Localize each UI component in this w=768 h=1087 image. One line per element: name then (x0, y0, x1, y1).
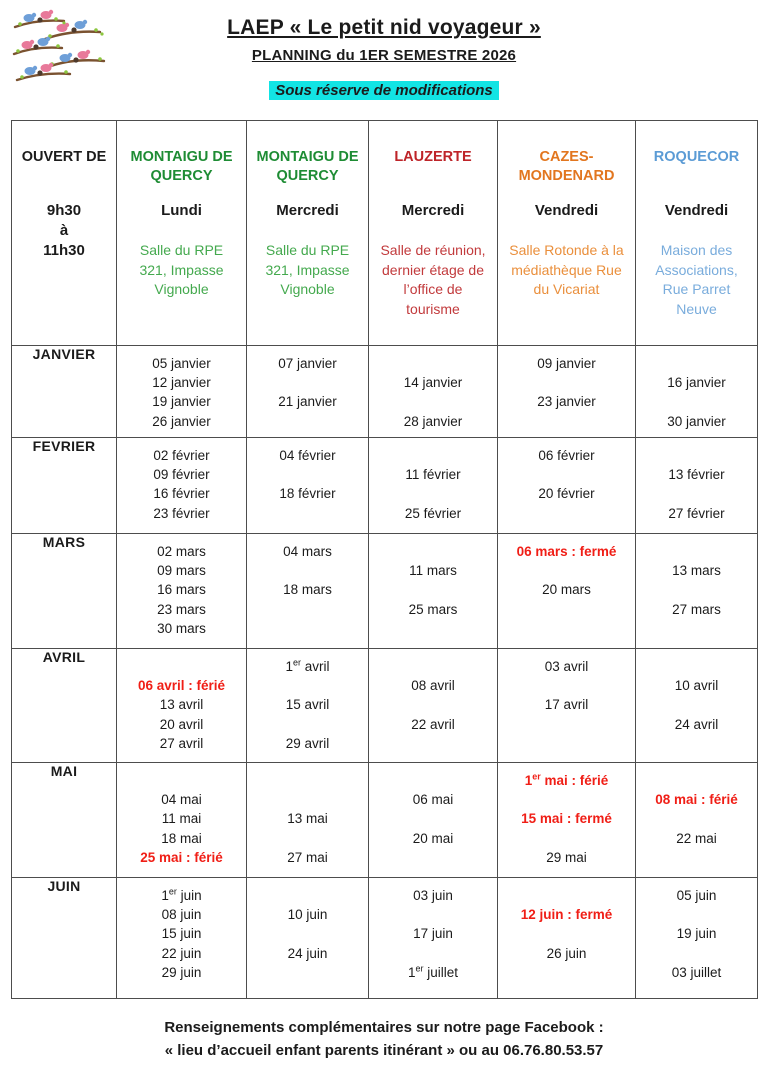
date-line: 27 mars (672, 601, 721, 617)
date-line (369, 905, 497, 924)
date-line (498, 715, 635, 734)
date-line: 03 avril (544, 659, 589, 674)
date-cell (117, 534, 247, 649)
location-day: Mercredi (276, 202, 339, 219)
date-cell (636, 763, 758, 878)
date-line (636, 734, 757, 753)
planning-table (11, 120, 758, 999)
location-day: Lundi (161, 202, 202, 219)
date-line (498, 924, 635, 943)
date-line (498, 600, 635, 619)
date-line: 26 janvier (152, 413, 211, 429)
date-line: 29 juin (161, 964, 202, 980)
date-line (369, 542, 497, 561)
location-header-cell (247, 121, 369, 346)
date-cell (247, 649, 369, 763)
date-cell (117, 346, 247, 438)
date-cell (117, 649, 247, 763)
month-label-cell (12, 649, 117, 763)
date-line (247, 504, 368, 523)
date-cell (498, 763, 636, 878)
date-line: 20 février (538, 486, 595, 502)
date-line: 09 février (153, 467, 210, 483)
date-line: 22 mai (676, 830, 717, 846)
date-line: 19 juin (676, 926, 717, 942)
date-line: 16 mars (157, 582, 206, 598)
date-line: 30 mars (157, 620, 206, 636)
date-line (369, 809, 497, 828)
date-line: 20 mai (412, 830, 454, 846)
date-line: 29 avril (285, 735, 330, 751)
date-cell (636, 346, 758, 438)
date-line: 08 mai : férié (655, 792, 738, 808)
footer (0, 1016, 768, 1062)
month-label: FEVRIER (32, 438, 96, 454)
date-cell (247, 346, 369, 438)
date-line (247, 600, 368, 619)
hours-time-line: 11h30 (43, 242, 85, 259)
date-cell (247, 534, 369, 649)
location-header-cell (117, 121, 247, 346)
date-line (117, 771, 246, 790)
page-subtitle: PLANNING du 1ER SEMESTRE 2026 (251, 47, 517, 64)
date-line: 15 avril (285, 697, 330, 713)
date-line (636, 657, 757, 676)
date-line: 09 mars (157, 563, 206, 579)
date-line: 16 février (153, 486, 210, 502)
month-label-cell (12, 763, 117, 878)
location-day: Vendredi (664, 202, 729, 219)
month-row (12, 534, 758, 649)
footer-line-2: « lieu d’accueil enfant parents itinérant » ou au 06.76.80.53.57 (164, 1042, 604, 1059)
date-cell (498, 534, 636, 649)
date-line: 12 janvier (152, 375, 211, 391)
location-venue: Salle du RPE 321, Impasse Vignoble (139, 242, 224, 297)
date-line: 05 janvier (152, 356, 211, 371)
location-venue: Maison des Associations, Rue Parret Neuve (655, 242, 738, 317)
date-line (247, 465, 368, 484)
date-line (369, 484, 497, 503)
location-day: Mercredi (401, 202, 465, 219)
date-line (498, 790, 635, 809)
location-venue: Salle de réunion, dernier étage de l’office de tourisme (380, 242, 486, 317)
date-line: 08 avril (411, 678, 455, 694)
date-line: 04 mai (161, 792, 202, 808)
date-line (369, 771, 497, 790)
date-line (636, 905, 757, 924)
date-line (369, 580, 497, 599)
date-line (369, 392, 497, 411)
date-line (117, 657, 246, 676)
date-line: 09 janvier (537, 356, 596, 371)
hours-cell (12, 121, 117, 346)
date-cell (636, 878, 758, 999)
date-line (247, 676, 368, 695)
date-cell (369, 763, 498, 878)
date-cell (498, 878, 636, 999)
date-cell (636, 649, 758, 763)
date-line: 15 mai : fermé (521, 811, 612, 827)
date-line (498, 412, 635, 431)
date-line (247, 373, 368, 392)
date-line: 26 juin (546, 945, 587, 961)
date-line (636, 392, 757, 411)
date-line (369, 944, 497, 963)
date-line: 25 février (404, 505, 462, 521)
date-line (636, 848, 757, 867)
location-day: Vendredi (534, 202, 599, 219)
location-header-cell (636, 121, 758, 346)
date-line (247, 790, 368, 809)
date-cell (369, 649, 498, 763)
month-row (12, 763, 758, 878)
date-line: 1er avril (285, 657, 330, 674)
month-label: AVRIL (42, 649, 86, 665)
date-line: 02 février (153, 448, 210, 463)
date-line: 27 février (668, 505, 725, 521)
date-line: 1er mai : férié (524, 771, 609, 788)
month-label-cell (12, 534, 117, 649)
date-cell (369, 346, 498, 438)
table-header-row (12, 121, 758, 346)
birds-clipart (12, 6, 110, 86)
date-line (636, 484, 757, 503)
date-cell (369, 438, 498, 534)
date-line: 11 mars (409, 563, 457, 579)
date-line (247, 771, 368, 790)
planning-table-body (12, 121, 758, 999)
date-line: 24 avril (674, 716, 719, 732)
date-line: 21 janvier (278, 394, 337, 410)
date-line: 12 juin : fermé (520, 907, 613, 923)
date-cell (247, 438, 369, 534)
date-line: 03 juillet (671, 964, 722, 980)
date-line: 25 mars (408, 601, 458, 617)
date-line: 10 juin (287, 907, 328, 923)
hours-time-line: 9h30 (46, 202, 82, 219)
date-line: 04 mars (283, 544, 332, 559)
date-cell (498, 649, 636, 763)
location-name: MONTAIGU DE QUERCY (256, 149, 359, 184)
date-line: 11 février (405, 467, 461, 483)
date-line: 06 février (538, 448, 595, 463)
location-name: LAUZERTE (394, 149, 472, 165)
date-line (636, 619, 757, 638)
month-row (12, 649, 758, 763)
date-line: 22 juin (161, 945, 202, 961)
date-cell (636, 534, 758, 649)
date-line: 07 janvier (278, 356, 337, 371)
date-line: 19 janvier (152, 394, 211, 410)
date-cell (117, 763, 247, 878)
page-title: LAEP « Le petit nid voyageur » (227, 16, 541, 39)
date-line: 04 février (279, 448, 336, 463)
date-line (636, 771, 757, 790)
date-line: 17 avril (544, 697, 589, 713)
month-label: MARS (42, 534, 86, 550)
date-cell (247, 763, 369, 878)
date-line: 16 janvier (667, 375, 726, 391)
date-cell (636, 438, 758, 534)
date-line (247, 886, 368, 905)
date-line (369, 354, 497, 373)
month-label: JUIN (47, 878, 81, 894)
date-line (636, 944, 757, 963)
date-cell (247, 878, 369, 999)
date-line: 18 mai (161, 830, 202, 846)
date-line (247, 561, 368, 580)
date-line: 24 juin (287, 945, 328, 961)
date-line (498, 619, 635, 638)
location-name: MONTAIGU DE QUERCY (130, 149, 233, 184)
date-line: 13 mars (672, 563, 721, 579)
date-line: 06 mars : fermé (516, 544, 617, 559)
date-line (498, 465, 635, 484)
date-line (247, 619, 368, 638)
modification-notice: Sous réserve de modifications (269, 81, 499, 100)
location-header-cell (369, 121, 498, 346)
date-line (369, 734, 497, 753)
date-line: 02 mars (157, 544, 206, 559)
hours-label: OUVERT DE (21, 149, 107, 165)
date-cell (498, 438, 636, 534)
date-line (369, 848, 497, 867)
date-line: 11 mai (161, 811, 202, 827)
date-line: 14 janvier (403, 375, 463, 391)
date-line: 06 mai (412, 792, 454, 808)
date-line (498, 829, 635, 848)
date-cell (369, 534, 498, 649)
document-header (0, 0, 768, 100)
month-label: JANVIER (32, 346, 96, 362)
date-cell (369, 878, 498, 999)
date-line: 18 mars (283, 582, 332, 598)
date-line: 27 avril (159, 735, 204, 751)
date-line (247, 963, 368, 982)
month-row (12, 878, 758, 999)
footer-line-1: Renseignements complémentaires sur notre page Facebook : (164, 1019, 604, 1036)
date-line (247, 412, 368, 431)
location-name: CAZES-MONDENARD (518, 149, 615, 184)
date-line: 10 avril (674, 678, 719, 694)
location-name: ROQUECOR (653, 149, 740, 165)
date-line: 20 avril (159, 716, 204, 732)
date-line (247, 715, 368, 734)
date-line (247, 924, 368, 943)
date-line (369, 446, 497, 465)
date-line: 23 mars (157, 601, 206, 617)
month-label: MAI (50, 763, 78, 779)
date-line: 15 juin (161, 926, 202, 942)
date-line (636, 542, 757, 561)
date-line (498, 504, 635, 523)
date-line: 22 avril (411, 716, 455, 732)
date-line (369, 695, 497, 714)
date-cell (117, 878, 247, 999)
date-line: 20 mars (542, 582, 591, 598)
hours-time (12, 201, 116, 261)
date-line (636, 695, 757, 714)
date-cell (117, 438, 247, 534)
date-line (498, 373, 635, 392)
date-line: 23 janvier (537, 394, 596, 410)
date-line (498, 561, 635, 580)
date-line (636, 809, 757, 828)
location-venue: Salle du RPE 321, Impasse Vignoble (265, 242, 350, 297)
date-line (636, 446, 757, 465)
month-label-cell (12, 878, 117, 999)
month-label-cell (12, 438, 117, 534)
date-line (636, 580, 757, 599)
date-line (498, 676, 635, 695)
location-venue: Salle Rotonde à la médiathèque Rue du Vicariat (509, 242, 624, 297)
date-line (498, 886, 635, 905)
date-line: 25 mai : férié (140, 849, 223, 865)
date-line: 03 juin (413, 888, 453, 903)
date-line: 08 juin (161, 907, 202, 923)
date-line: 27 mai (287, 849, 328, 865)
date-cell (498, 346, 636, 438)
date-line: 29 mai (546, 849, 587, 865)
date-line (498, 734, 635, 753)
date-line: 13 février (668, 467, 725, 483)
hours-time-line: à (59, 222, 69, 239)
date-line (247, 829, 368, 848)
month-row (12, 438, 758, 534)
date-line (636, 354, 757, 373)
date-line (369, 657, 497, 676)
date-line: 13 mai (287, 811, 328, 827)
date-line: 28 janvier (403, 413, 463, 429)
date-line: 18 février (279, 486, 336, 502)
date-line: 23 février (153, 505, 210, 521)
location-header-cell (498, 121, 636, 346)
date-line (498, 963, 635, 982)
date-line: 13 avril (159, 697, 204, 713)
date-line: 05 juin (676, 888, 717, 903)
month-label-cell (12, 346, 117, 438)
date-line: 1er juin (161, 886, 202, 903)
date-line: 30 janvier (667, 413, 726, 429)
month-row (12, 346, 758, 438)
date-line: 1er juillet (407, 963, 459, 980)
date-line (369, 619, 497, 638)
date-line: 06 avril : férié (137, 678, 226, 694)
date-line: 17 juin (413, 926, 453, 942)
